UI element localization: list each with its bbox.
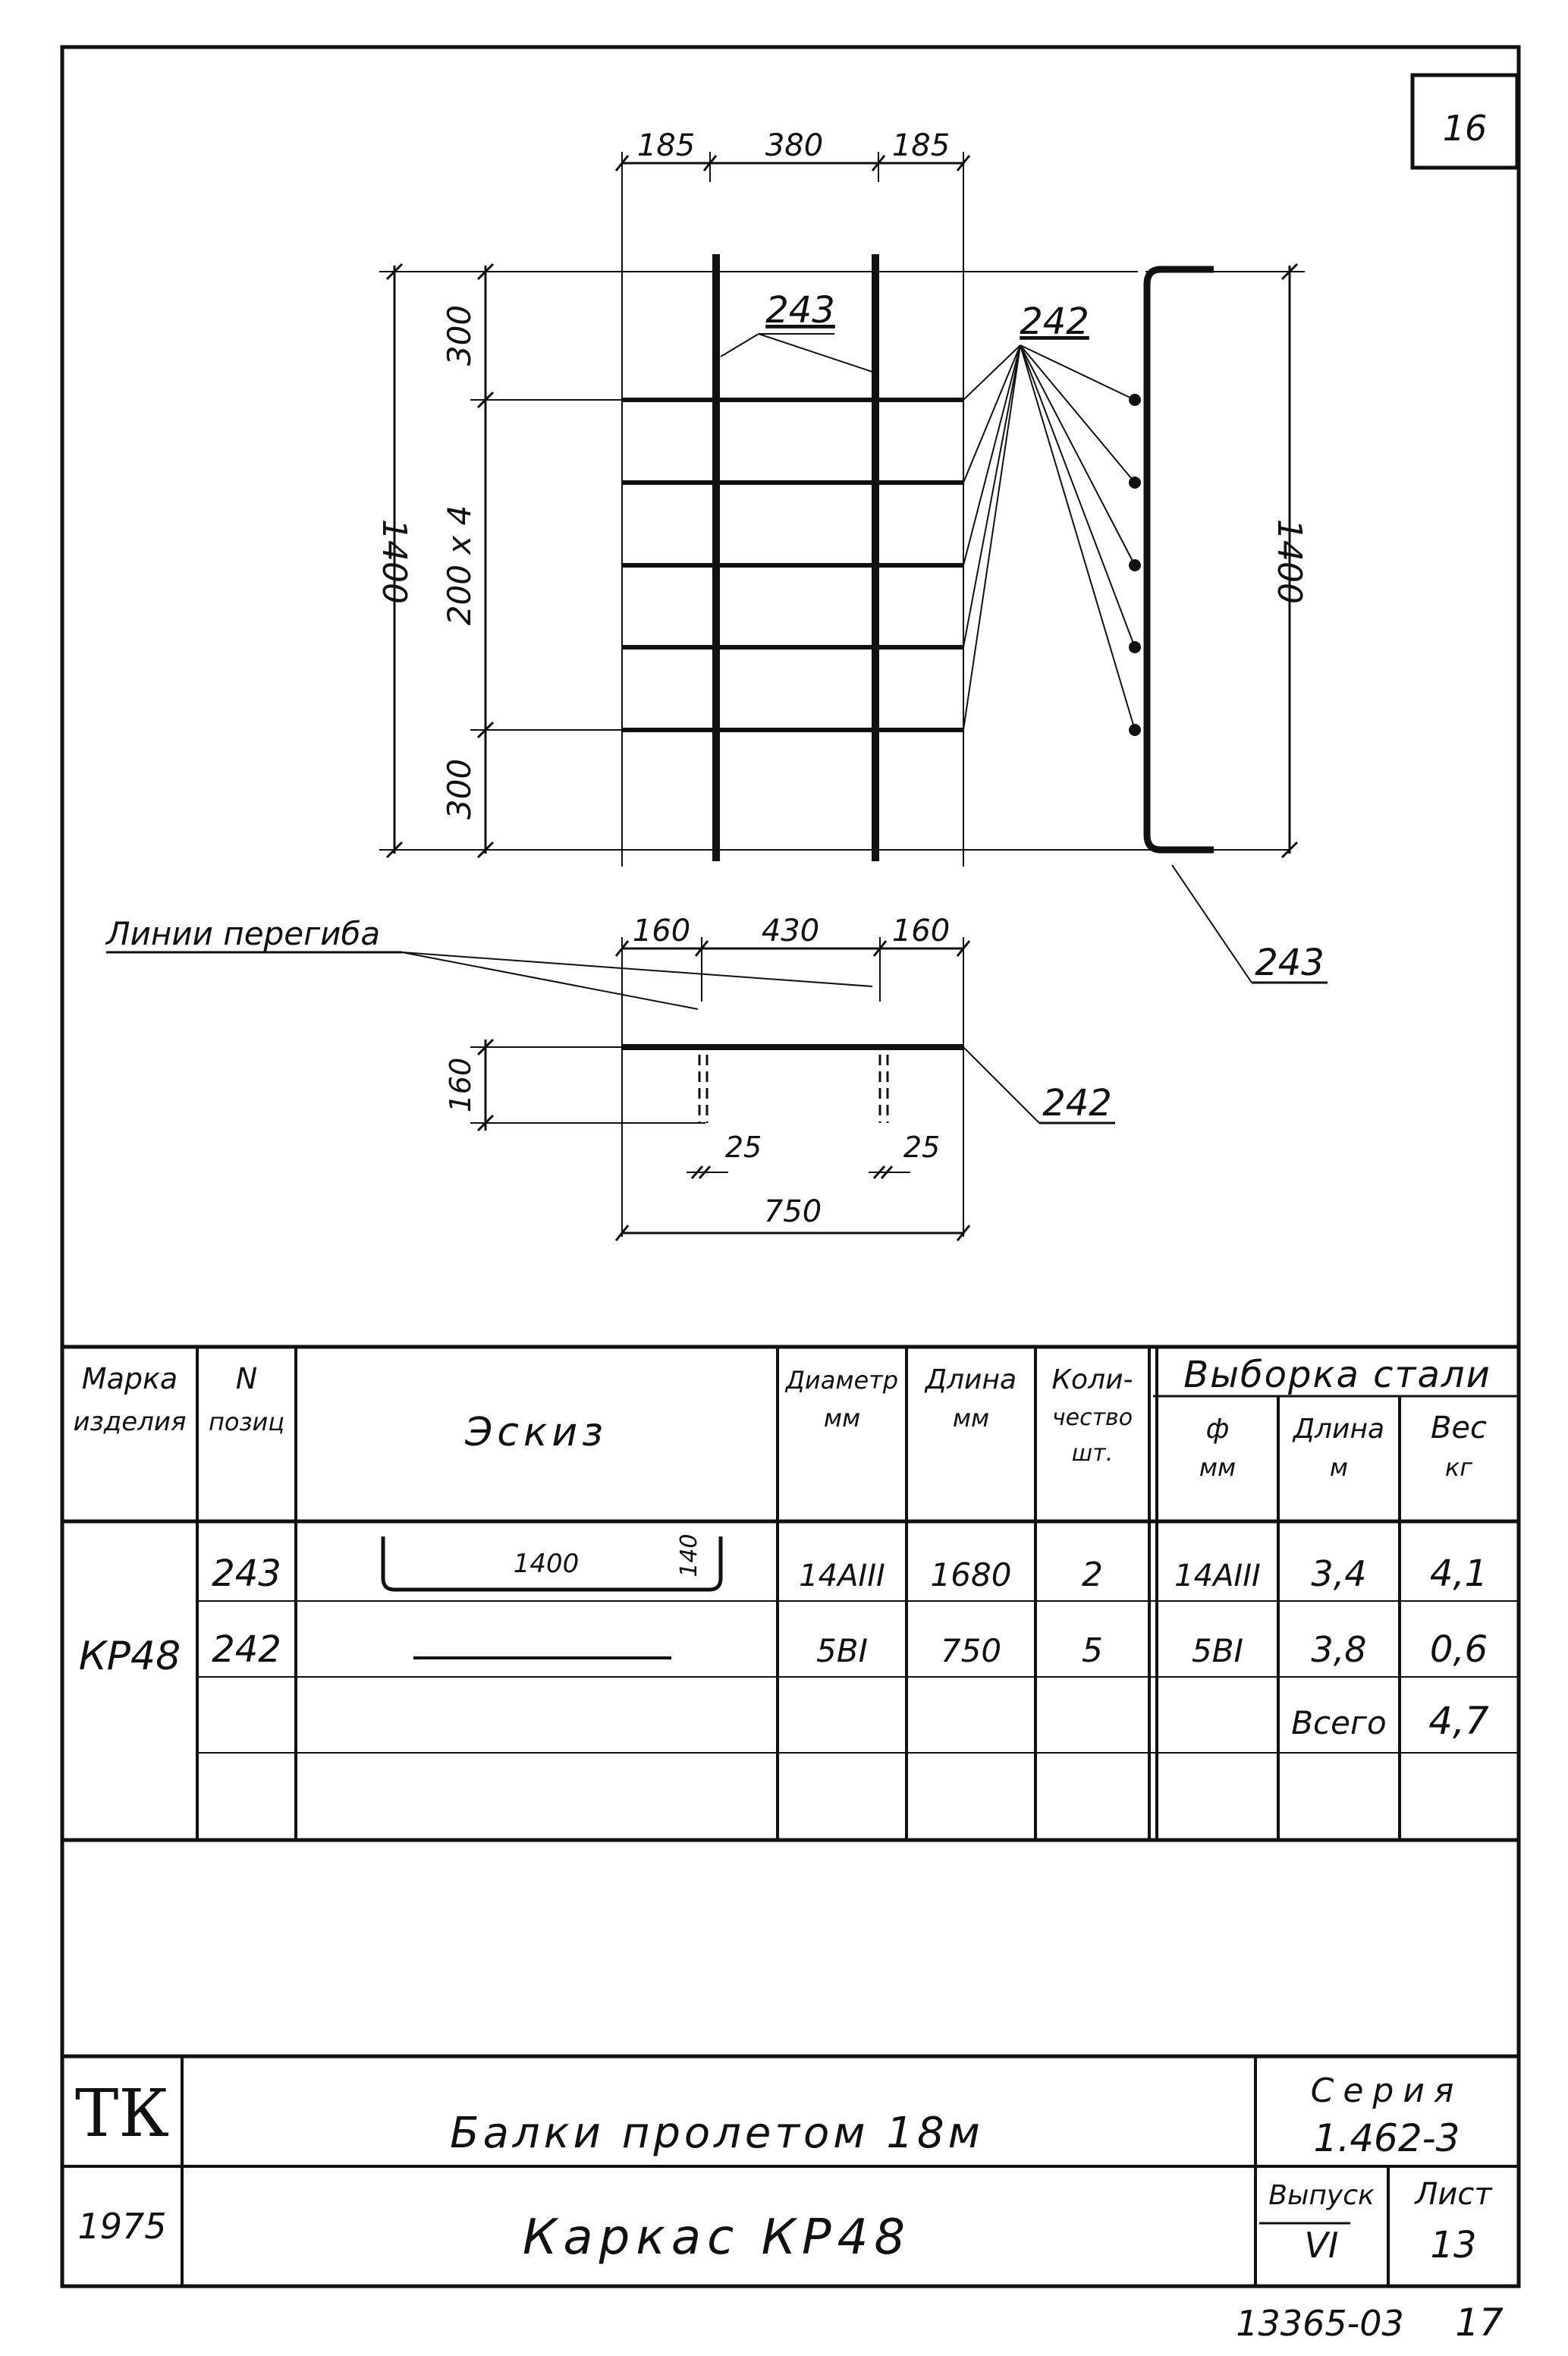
reinforcement-drawing	[106, 152, 1328, 1241]
series-label: Серия	[1310, 2071, 1463, 2110]
row1-weight: 4,1	[1429, 1552, 1488, 1595]
svg-text:мм: мм	[952, 1404, 990, 1433]
row2-length: 750	[940, 1632, 1002, 1669]
bottom-dim-right: 160	[891, 914, 951, 948]
hook-dim-right: 25	[903, 1131, 941, 1164]
svg-text:ф: ф	[1205, 1414, 1230, 1445]
horizontal-bars	[622, 400, 963, 730]
total-label: Всего	[1291, 1704, 1387, 1741]
row1-phi: 14АIII	[1174, 1559, 1261, 1593]
svg-text:N: N	[235, 1362, 258, 1395]
row1-steel-len: 3,4	[1311, 1553, 1367, 1594]
total-weight: 4,7	[1428, 1699, 1489, 1743]
row1-diameter: 14АIII	[799, 1559, 885, 1593]
svg-text:м: м	[1329, 1453, 1349, 1482]
mark-243-top: 243	[765, 289, 835, 332]
leaders-242	[963, 345, 1135, 730]
right-dim-total: 1400	[1270, 519, 1309, 604]
svg-text:позиц: позиц	[208, 1408, 285, 1436]
bend-lines-label: Линии перегиба	[106, 915, 381, 952]
svg-text:Диаметр: Диаметр	[785, 1366, 899, 1395]
svg-text:Длина: Длина	[1293, 1414, 1385, 1445]
side-dim-160: 160	[444, 1057, 477, 1113]
mark-value: КР48	[78, 1634, 181, 1679]
left-dim-mid: 200 x 4	[441, 505, 478, 626]
svg-text:Длина: Длина	[925, 1364, 1017, 1395]
bottom-dim-mid: 430	[761, 914, 820, 948]
sheet-label: Лист	[1415, 2177, 1492, 2212]
title: Балки пролетом 18м	[450, 2109, 984, 2158]
footer-code: 13365-03	[1236, 2303, 1404, 2344]
bottom-dim-left: 160	[632, 914, 691, 948]
row1-pos: 243	[212, 1552, 281, 1595]
svg-text:шт.: шт.	[1071, 1440, 1114, 1467]
svg-text:Коли-: Коли-	[1051, 1364, 1133, 1395]
sheet-number: 16	[1442, 108, 1488, 149]
hook-dim-left: 25	[724, 1131, 762, 1164]
left-dim-total: 1400	[375, 519, 413, 604]
row2-steel-len: 3,8	[1311, 1629, 1367, 1670]
year: 1975	[77, 2206, 167, 2247]
subtitle: Каркас КР48	[522, 2210, 912, 2266]
svg-text:мм: мм	[1199, 1453, 1236, 1482]
mark-242-top: 242	[1020, 300, 1089, 343]
row1-qty: 2	[1082, 1555, 1103, 1594]
header-sketch: Эскиз	[465, 1410, 608, 1455]
header-mark-2: изделия	[73, 1407, 187, 1437]
issue-label: Выпуск	[1268, 2180, 1375, 2211]
svg-text:кг: кг	[1444, 1453, 1473, 1482]
row2-weight: 0,6	[1429, 1628, 1488, 1671]
header-steel: Выборка стали	[1183, 1354, 1491, 1396]
issue-value: VI	[1304, 2225, 1339, 2266]
bottom-total-dim: 750	[763, 1194, 822, 1229]
row2-diameter: 5ВI	[816, 1632, 868, 1669]
svg-text:чество: чество	[1051, 1404, 1133, 1431]
top-dim-right: 185	[891, 128, 951, 163]
top-dim-left: 185	[636, 128, 696, 163]
row1-sketch-len: 1400	[513, 1549, 580, 1579]
sheet-value: 13	[1430, 2224, 1477, 2266]
mark-242-bottom: 242	[1042, 1082, 1112, 1125]
top-dim-mid: 380	[765, 128, 824, 163]
row2-pos: 242	[212, 1628, 281, 1671]
header-mark-1: Марка	[81, 1362, 178, 1395]
mark-243-side: 243	[1255, 942, 1324, 984]
row2-qty: 5	[1082, 1631, 1103, 1670]
footer-page: 17	[1455, 2301, 1504, 2345]
sheet-number-box	[1412, 75, 1517, 168]
left-dim-bottom: 300	[441, 758, 478, 820]
svg-text:Вес: Вес	[1430, 1411, 1488, 1445]
series-value: 1.462-3	[1313, 2116, 1460, 2160]
left-dim-top: 300	[441, 304, 478, 366]
row1-sketch-leg: 140	[676, 1533, 702, 1577]
org-logo: ТК	[75, 2076, 169, 2152]
row1-length: 1680	[930, 1556, 1012, 1593]
svg-text:мм: мм	[823, 1404, 861, 1433]
u-bar-side-view	[1147, 269, 1214, 850]
title-block-text	[75, 2071, 1493, 2266]
sheet-frame	[62, 47, 1519, 2286]
row2-phi: 5ВI	[1192, 1632, 1243, 1669]
